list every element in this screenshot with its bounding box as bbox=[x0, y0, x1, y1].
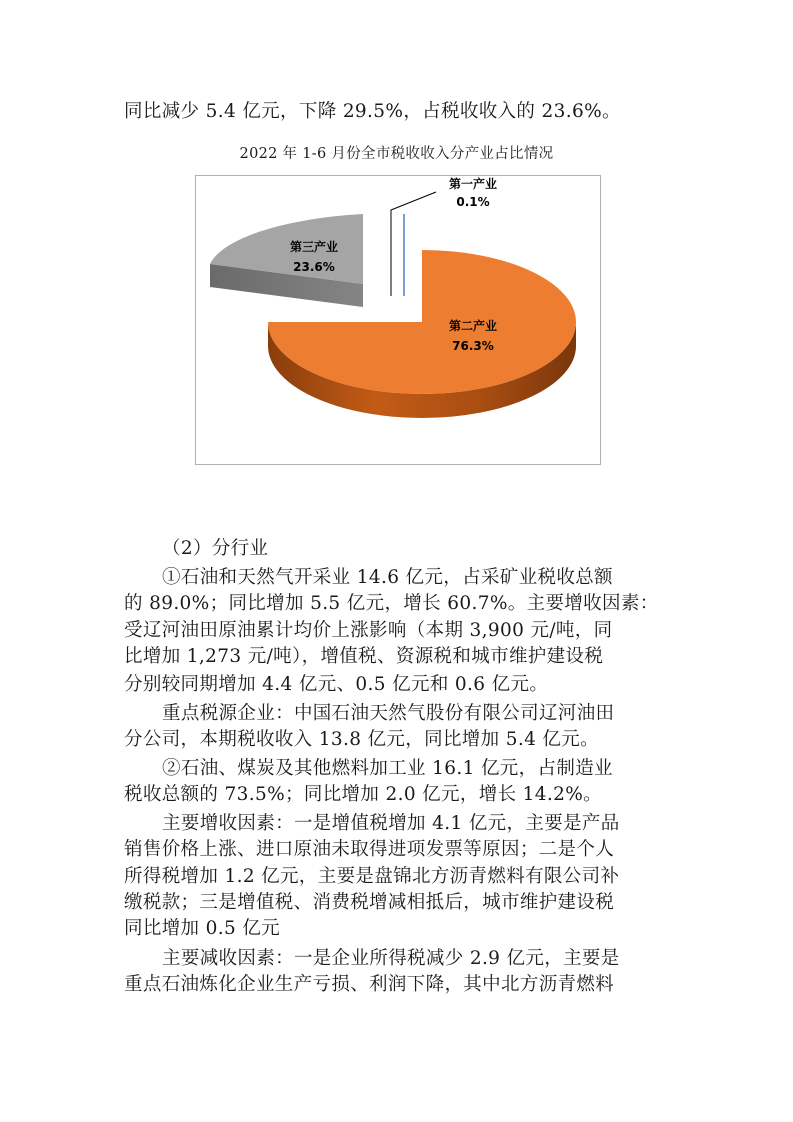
body-line: 重点税源企业：中国石油天然气股份有限公司辽河油田 bbox=[162, 703, 615, 724]
body-line: 销售价格上涨、进口原油未取得进项发票等原因；二是个人 bbox=[124, 839, 615, 860]
label-primary-value: 0.1% bbox=[456, 195, 490, 209]
label-tertiary-name: 第三产业 bbox=[289, 240, 339, 254]
body-line: 主要减收因素：一是企业所得税减少 2.9 亿元，主要是 bbox=[162, 948, 620, 969]
body-line: 分公司，本期税收收入 13.8 亿元，同比增加 5.4 亿元。 bbox=[124, 729, 599, 750]
label-tertiary-value: 23.6% bbox=[293, 260, 335, 274]
slice-tertiary bbox=[210, 214, 363, 307]
body-line: 主要增收因素：一是增值税增加 4.1 亿元，主要是产品 bbox=[162, 813, 620, 834]
chart-caption: 2022 年 1-6 月份全市税收收入分产业占比情况 bbox=[239, 146, 554, 162]
body-line: ①石油和天然气开采业 14.6 亿元，占采矿业税收总额 bbox=[162, 567, 613, 588]
body-line: 所得税增加 1.2 亿元，主要是盘锦北方沥青燃料有限公司补 bbox=[124, 866, 620, 887]
top-text-line: 同比减少 5.4 亿元，下降 29.5%，占税收收入的 23.6%。 bbox=[124, 101, 621, 122]
pie-chart bbox=[195, 175, 601, 465]
section-heading: （2）分行业 bbox=[162, 538, 269, 559]
body-line: 重点石油炼化企业生产亏损、利润下降，其中北方沥青燃料 bbox=[124, 974, 615, 995]
body-line: 分别较同期增加 4.4 亿元、0.5 亿元和 0.6 亿元。 bbox=[124, 674, 549, 695]
body-line: ②石油、煤炭及其他燃料加工业 16.1 亿元，占制造业 bbox=[162, 758, 613, 779]
body-line: 比增加 1,273 元/吨），增值税、资源税和城市维护建设税 bbox=[124, 646, 604, 667]
label-primary-name: 第一产业 bbox=[448, 177, 498, 191]
body-line: 缴税款；三是增值税、消费税增减相抵后，城市维护建设税 bbox=[124, 892, 615, 913]
body-line: 的 89.0%；同比增加 5.5 亿元，增长 60.7%。主要增收因素： bbox=[124, 593, 659, 614]
label-secondary-name: 第二产业 bbox=[448, 319, 498, 333]
label-secondary-value: 76.3% bbox=[452, 339, 494, 353]
body-line: 同比增加 0.5 亿元 bbox=[124, 918, 281, 939]
pie-chart-svg bbox=[196, 176, 602, 466]
body-line: 税收总额的 73.5%；同比增加 2.0 亿元，增长 14.2%。 bbox=[124, 784, 603, 805]
body-line: 受辽河油田原油累计均价上涨影响（本期 3,900 元/吨，同 bbox=[124, 620, 613, 641]
